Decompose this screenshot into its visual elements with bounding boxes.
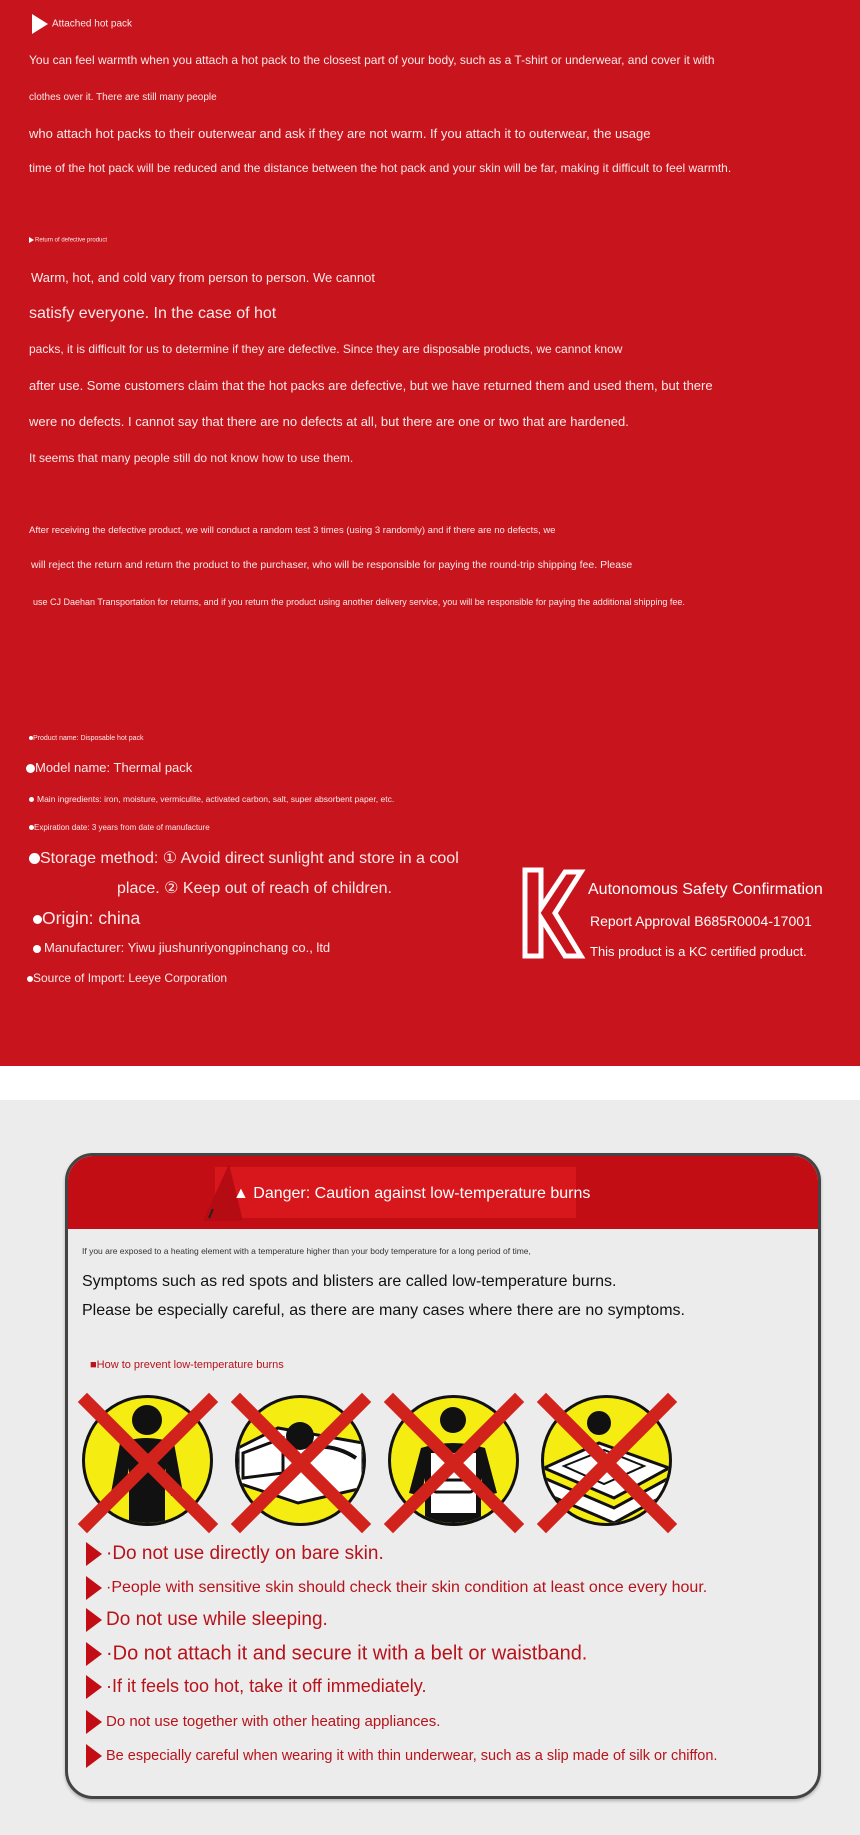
return-line-4: after use. Some customers claim that the hot packs are defective, but we have returned them and used them, but there <box>29 378 713 393</box>
import-source-row: Source of Import: Leeye Corporation <box>27 971 227 985</box>
bullet-triangle-icon <box>86 1608 102 1632</box>
warning-item: Do not use while sleeping. <box>86 1608 328 1632</box>
bullet-triangle-icon <box>86 1542 102 1566</box>
prohibition-cross-icon <box>532 1388 682 1538</box>
policy-line-2: will reject the return and return the product to the purchaser, who will be responsible for paying the round-trip shipping fee. Please <box>31 559 633 571</box>
warning-item: ·If it feels too hot, take it off immediately. <box>86 1675 426 1699</box>
manufacturer-row: Manufacturer: Yiwu jiushunriyongpinchang co., ltd <box>33 940 330 955</box>
kc-report-number: Report Approval B685R0004-17001 <box>590 913 812 929</box>
policy-line-3: use CJ Daehan Transportation for returns, and if you return the product using another delivery service, you will be responsible for paying the additional shipping fee. <box>33 597 685 607</box>
bullet-dot-icon <box>29 853 40 864</box>
return-heading: Return of defective product <box>29 237 107 244</box>
return-line-6: It seems that many people still do not know how to use them. <box>29 451 354 465</box>
hot-pack-heading: Attached hot pack <box>32 14 132 34</box>
bullet-triangle-icon <box>86 1710 102 1734</box>
play-triangle-icon <box>29 237 34 243</box>
hot-pack-line-4: time of the hot pack will be reduced and the distance between the hot pack and your skin will be far, making it difficult to feel warmth. <box>29 161 732 175</box>
burn-symptoms-text-2: Please be especially careful, as there are many cases where there are no symptoms. <box>82 1302 685 1319</box>
warning-item: ·Do not attach it and secure it with a belt or waistband. <box>86 1642 587 1666</box>
prohibition-cross-icon <box>379 1388 529 1538</box>
burn-intro-text: If you are exposed to a heating element with a temperature higher than your body temperature for a long period of time, <box>82 1246 531 1256</box>
warning-item: Be especially careful when wearing it with thin underwear, such as a slip made of silk or chiffon. <box>86 1744 717 1768</box>
bullet-triangle-icon <box>86 1576 102 1600</box>
storage-row: Storage method: ① Avoid direct sunlight and store in a cool <box>29 848 459 868</box>
product-name-row: Product name: Disposable hot pack <box>29 735 144 742</box>
return-line-3: packs, it is difficult for us to determine if they are defective. Since they are disposable products, we cannot know <box>29 342 623 356</box>
hot-pack-line-2: clothes over it. There are still many people <box>29 92 217 103</box>
hot-pack-line-3: who attach hot packs to their outerwear and ask if they are not warm. If you attach it to outerwear, the usage <box>29 126 651 141</box>
bullet-dot-icon <box>26 764 35 773</box>
kc-certified-note: This product is a KC certified product. <box>590 944 807 959</box>
bullet-triangle-icon <box>86 1642 102 1666</box>
kc-certification-logo <box>521 866 586 961</box>
play-triangle-icon <box>32 14 48 34</box>
warning-item: ·People with sensitive skin should check their skin condition at least once every hour. <box>86 1576 707 1600</box>
hot-pack-line-1: You can feel warmth when you attach a hot pack to the closest part of your body, such as a T-shirt or underwear, and cover it with <box>29 53 715 67</box>
expiration-row: Expiration date: 3 years from date of manufacture <box>29 823 210 832</box>
kc-logo-text: KC <box>553 921 556 923</box>
prevention-heading: ■How to prevent low-temperature burns <box>90 1359 284 1371</box>
policy-line-1: After receiving the defective product, we will conduct a random test 3 times (using 3 randomly) and if there are no defects, we <box>29 525 556 536</box>
warning-item: Do not use together with other heating appliances. <box>86 1710 440 1734</box>
warning-item: ·Do not use directly on bare skin. <box>86 1542 384 1566</box>
kc-title: Autonomous Safety Confirmation <box>588 881 823 898</box>
bullet-dot-icon <box>33 945 41 953</box>
bullet-dot-icon <box>29 797 34 802</box>
bullet-triangle-icon <box>86 1744 102 1768</box>
prohibition-cross-icon <box>226 1388 376 1538</box>
origin-row: Origin: china <box>33 908 140 929</box>
return-line-2: satisfy everyone. In the case of hot <box>29 305 277 322</box>
danger-card <box>65 1153 821 1799</box>
return-line-5: were no defects. I cannot say that there are no defects at all, but there are one or two that are hardened. <box>29 414 629 429</box>
bullet-triangle-icon <box>86 1675 102 1699</box>
ingredients-row: Main ingredients: iron, moisture, vermiculite, activated carbon, salt, super absorbent paper, etc. <box>29 794 394 804</box>
storage-row-continued: place. ② Keep out of reach of children. <box>117 880 392 897</box>
return-line-1: Warm, hot, and cold vary from person to person. We cannot <box>31 270 375 285</box>
prohibition-cross-icon <box>73 1388 223 1538</box>
model-name-row: Model name: Thermal pack <box>26 760 192 775</box>
burn-symptoms-text-1: Symptoms such as red spots and blisters are called low-temperature burns. <box>82 1273 617 1290</box>
danger-title: ▲ Danger: Caution against low-temperature burns <box>233 1185 591 1202</box>
bullet-dot-icon <box>33 915 42 924</box>
